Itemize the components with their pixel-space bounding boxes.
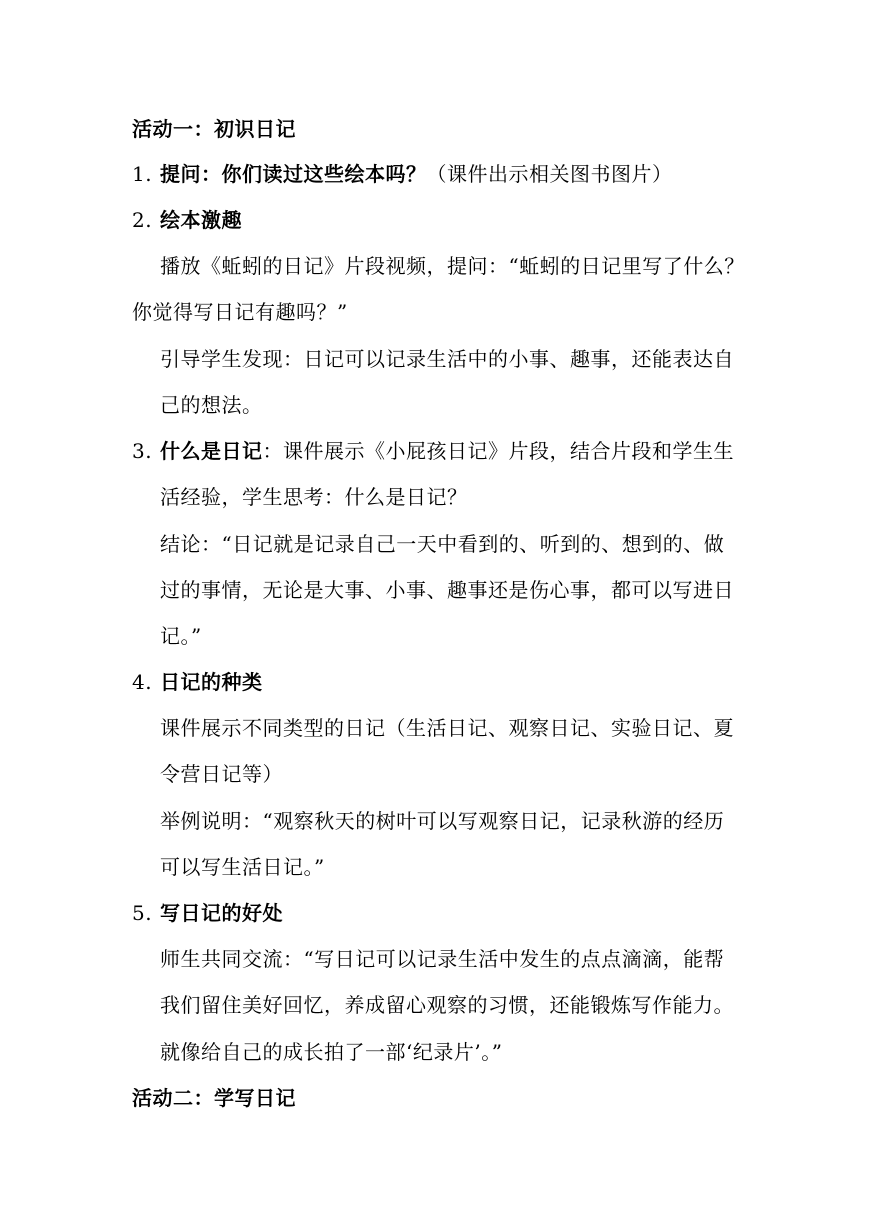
paragraph-line: 师生共同交流：“写日记可以记录生活中发生的点点滴滴，能帮 <box>160 947 725 971</box>
paragraph-line: 己的想法。 <box>160 393 263 417</box>
paragraph-line: 活经验，学生思考：什么是日记？ <box>160 485 468 509</box>
paragraph-line: 我们留住美好回忆，养成留心观察的习惯，还能锻炼写作能力。 <box>160 993 734 1017</box>
item-number: 3. <box>132 439 153 463</box>
item-title: 日记的种类 <box>160 670 263 694</box>
paragraph-line: 举例说明：“观察秋天的树叶可以写观察日记，记录秋游的经历 <box>160 809 725 833</box>
item-title: 写日记的好处 <box>160 901 283 925</box>
paragraph-line: 就像给自己的成长拍了一部‘纪录片’。” <box>160 1040 503 1064</box>
item-title: 什么是日记 <box>160 439 263 463</box>
activity1-heading: 活动一：初识日记 <box>132 117 296 141</box>
paragraph-line: 你觉得写日记有趣吗？” <box>132 300 348 324</box>
paragraph-line: 令营日记等） <box>160 762 283 786</box>
activity2-heading: 活动二：学写日记 <box>132 1086 296 1110</box>
paragraph-line: 过的事情，无论是大事、小事、趣事还是伤心事，都可以写进日 <box>160 578 734 602</box>
paragraph-line: 引导学生发现：日记可以记录生活中的小事、趣事，还能表达自 <box>160 347 734 371</box>
item-text-line: ：课件展示《小屁孩日记》片段，结合片段和学生生 <box>262 439 734 463</box>
paragraph-line: 播放《蚯蚓的日记》片段视频，提问：“蚯蚓的日记里写了什么？ <box>160 254 745 278</box>
item-number: 4. <box>132 670 153 694</box>
item-number: 5. <box>132 901 153 925</box>
paragraph-line: 可以写生活日记。” <box>160 855 325 879</box>
item-number: 1. <box>132 162 153 186</box>
item-title: 提问：你们读过这些绘本吗？ <box>160 162 427 186</box>
paragraph-line: 记。” <box>160 624 202 648</box>
paragraph-line: 结论：“日记就是记录自己一天中看到的、听到的、想到的、做 <box>160 532 725 556</box>
item-note: （课件出示相关图书图片） <box>426 162 673 186</box>
item-number: 2. <box>132 208 153 232</box>
paragraph-line: 课件展示不同类型的日记（生活日记、观察日记、实验日记、夏 <box>160 716 734 740</box>
item-title: 绘本激趣 <box>160 208 242 232</box>
